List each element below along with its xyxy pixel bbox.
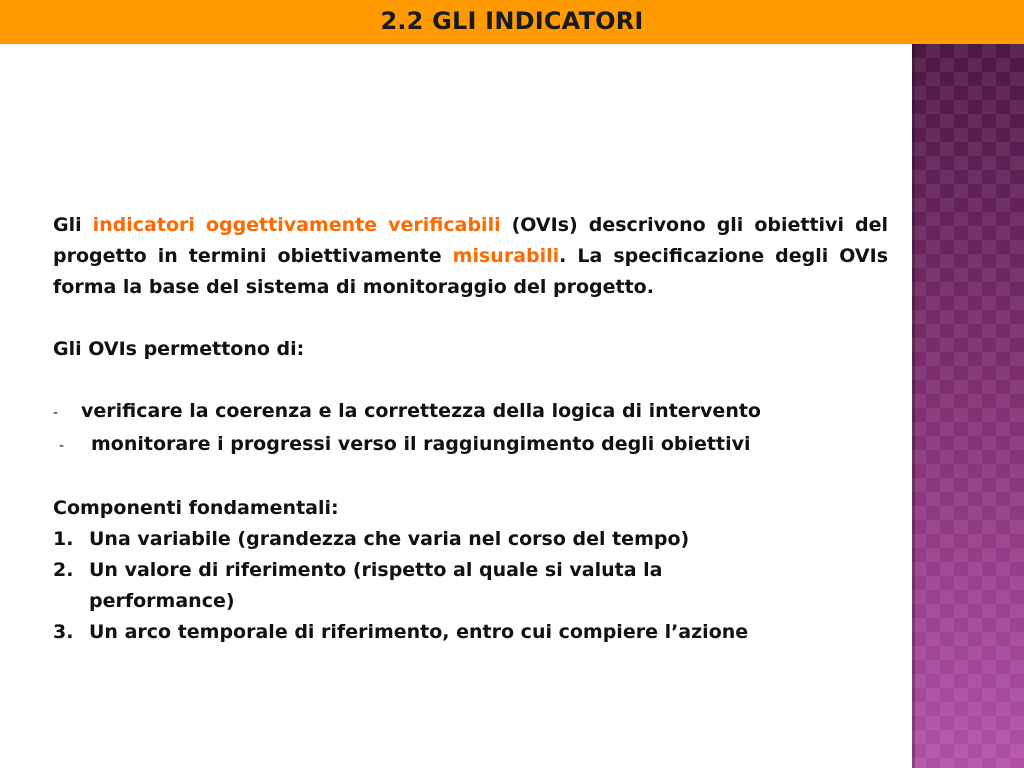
- bullet-text: monitorare i progressi verso il raggiungimento degli obiettivi: [91, 433, 751, 455]
- components-heading: Componenti fondamentali:: [53, 497, 339, 519]
- intro-text-1: Gli: [53, 214, 93, 236]
- list-item: [53, 555, 888, 617]
- slide-body: [53, 210, 888, 648]
- permettono-heading: Gli OVIs permettono di:: [53, 338, 305, 360]
- list-number: 3.: [53, 621, 74, 643]
- bullet-dash: -: [53, 405, 59, 421]
- bullet-text: verificare la coerenza e la correttezza della logica di intervento: [81, 400, 761, 422]
- list-text: Un arco temporale di riferimento, entro cui compiere l’azione: [89, 621, 749, 643]
- highlight-misurabili: misurabili: [452, 245, 560, 267]
- decorative-side-panel: [912, 44, 1024, 768]
- list-number: 1.: [53, 528, 74, 550]
- highlight-ovis: indicatori oggettivamente verificabili: [92, 214, 501, 236]
- list-item: [53, 617, 888, 648]
- list-item: [53, 524, 888, 555]
- title-bar: [0, 0, 1024, 44]
- bullet-dash: -: [59, 438, 65, 454]
- list-text: Una variabile (grandezza che varia nel corso del tempo): [89, 528, 690, 550]
- list-number: 2.: [53, 559, 74, 581]
- intro-paragraph: [53, 210, 888, 303]
- list-text: Un valore di riferimento (rispetto al quale si valuta la performance): [89, 559, 663, 612]
- intro-text-3: . La specificazione degli OVIs forma la base del sistema di monitoraggio del progetto.: [53, 245, 888, 298]
- side-panel-edge: [912, 44, 915, 768]
- bullet-item: [53, 396, 888, 429]
- bullet-item: [53, 429, 888, 462]
- intro-text-2: (OVIs) descrivono gli obiettivi del progetto in termini obiettivamente: [53, 214, 888, 267]
- slide-title: 2.2 GLI INDICATORI: [380, 7, 644, 35]
